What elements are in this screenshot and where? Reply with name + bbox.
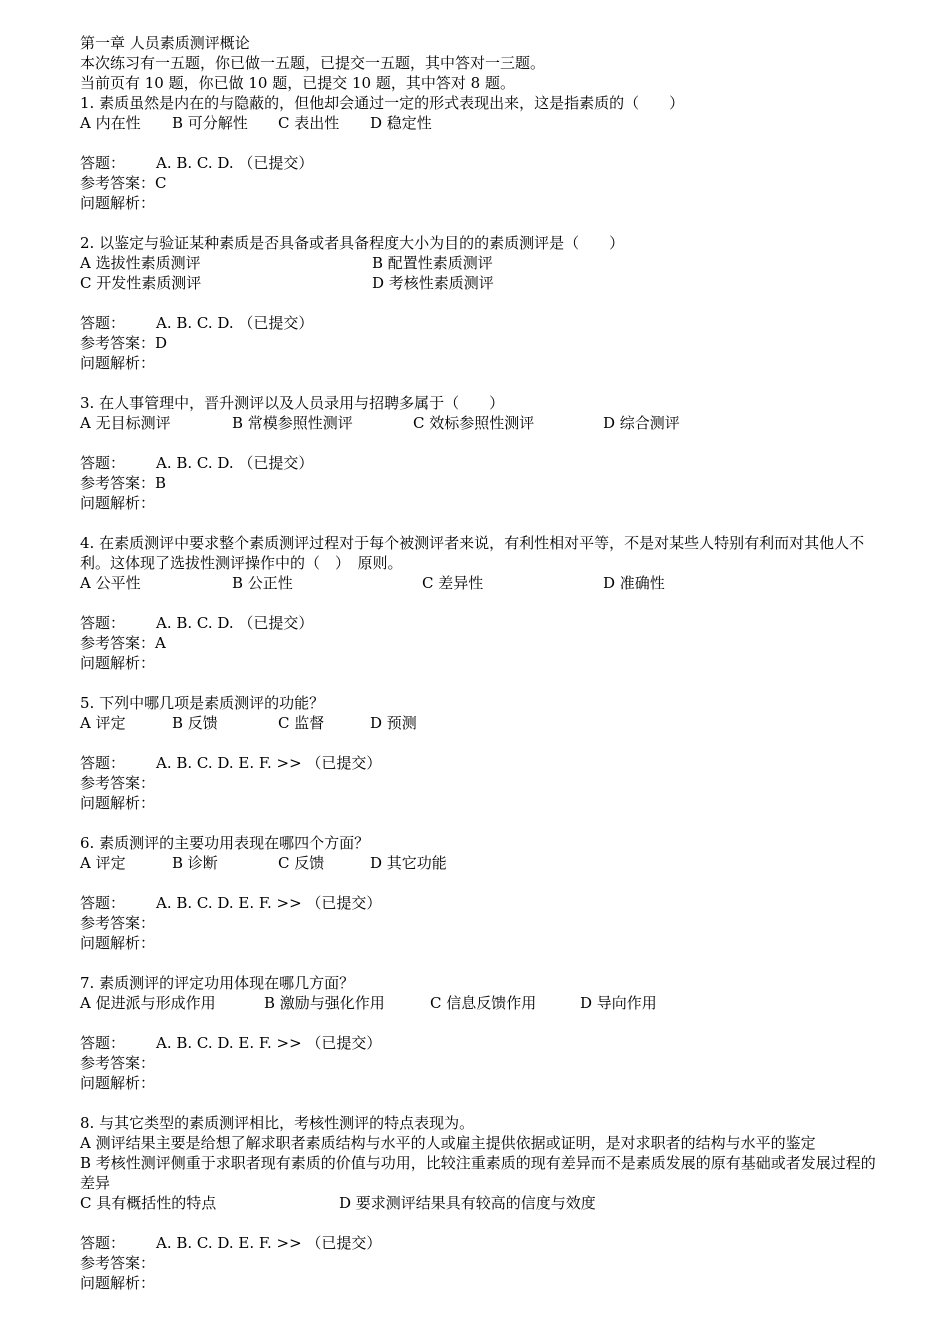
option-d: D 稳定性 [370, 114, 432, 132]
question-options [80, 253, 880, 273]
option-d: D 考核性素质测评 [372, 274, 494, 292]
reference-answer [80, 1053, 880, 1073]
answer-choices[interactable]: A. B. C. D. （已提交） [156, 314, 314, 332]
answer-label: 答题： [80, 894, 126, 912]
exercise-page [80, 33, 880, 1293]
question-stem: 2. 以鉴定与验证某种素质是否具备或者具备程度大小为目的的素质测评是（ ） [80, 234, 625, 252]
option-d: D 准确性 [603, 574, 665, 592]
analysis-label: 问题解析： [80, 194, 156, 212]
answer-choices[interactable]: A. B. C. D. E. F. >> （已提交） [156, 1234, 382, 1252]
analysis-label: 问题解析： [80, 934, 156, 952]
answer-choices[interactable]: A. B. C. D. E. F. >> （已提交） [156, 894, 382, 912]
answer-label: 答题： [80, 1034, 126, 1052]
reference-answer [80, 173, 880, 193]
question-6 [80, 833, 880, 953]
option-d: D 综合测评 [603, 414, 680, 432]
option-a: A 评定 [80, 854, 126, 872]
option-c: C 信息反馈作用 [430, 994, 537, 1012]
option-d: D 导向作用 [580, 994, 657, 1012]
reference-value: A [155, 634, 166, 652]
answer-line [80, 753, 880, 773]
reference-label: 参考答案： [80, 174, 156, 192]
question-stem: 3. 在人事管理中，晋升测评以及人员录用与招聘多属于（ ） [80, 394, 505, 412]
option-b: B 配置性素质测评 [372, 254, 493, 272]
reference-answer [80, 333, 880, 353]
question-7 [80, 973, 880, 1093]
option-a: A 评定 [80, 714, 126, 732]
question-2 [80, 233, 880, 373]
analysis-label: 问题解析： [80, 1074, 156, 1092]
question-stem: 8. 与其它类型的素质测评相比，考核性测评的特点表现为。 [80, 1114, 475, 1132]
question-stem: 4. 在素质测评中要求整个素质测评过程对于每个被测评者来说，有利性相对平等，不是对某些人特别有利而对其他人不利。这体现了选拔性测评操作中的（ ） 原则。 [80, 534, 865, 572]
answer-label: 答题： [80, 154, 126, 172]
answer-choices[interactable]: A. B. C. D. （已提交） [156, 154, 314, 172]
question-options [80, 573, 880, 593]
reference-label: 参考答案： [80, 634, 156, 652]
option-a: A 促进派与形成作用 [80, 994, 216, 1012]
option-b: B 常模参照性测评 [232, 414, 353, 432]
analysis-label: 问题解析： [80, 354, 156, 372]
option-b: B 反馈 [172, 714, 218, 732]
reference-answer [80, 913, 880, 933]
answer-label: 答题： [80, 1234, 126, 1252]
option-b: B 考核性测评侧重于求职者现有素质的价值与功用，比较注重素质的现有差异而不是素质发展的原有基础或者发展过程的差异 [80, 1154, 876, 1192]
question-stem: 7. 素质测评的评定功用体现在哪几方面？ [80, 974, 355, 992]
question-options [80, 413, 880, 433]
reference-value: D [155, 334, 168, 352]
option-c: C 反馈 [278, 854, 325, 872]
question-1 [80, 93, 880, 213]
answer-choices[interactable]: A. B. C. D. E. F. >> （已提交） [156, 1034, 382, 1052]
option-c: C 具有概括性的特点 [80, 1194, 217, 1212]
answer-line [80, 613, 880, 633]
answer-label: 答题： [80, 614, 126, 632]
analysis-label: 问题解析： [80, 654, 156, 672]
answer-line [80, 313, 880, 333]
reference-value: B [155, 474, 167, 492]
reference-label: 参考答案： [80, 1254, 156, 1272]
option-a: A 公平性 [80, 574, 141, 592]
option-c: C 表出性 [278, 114, 340, 132]
option-c: C 效标参照性测评 [413, 414, 535, 432]
exercise-summary: 本次练习有一五题，你已做一五题，已提交一五题，其中答对一三题。 [80, 54, 546, 72]
reference-label: 参考答案： [80, 334, 156, 352]
question-4 [80, 533, 880, 673]
analysis-label: 问题解析： [80, 494, 156, 512]
question-options [80, 713, 880, 733]
option-d: D 要求测评结果具有较高的信度与效度 [339, 1194, 596, 1212]
chapter-title: 第一章 人员素质测评概论 [80, 34, 250, 52]
question-3 [80, 393, 880, 513]
reference-label: 参考答案： [80, 774, 156, 792]
question-options [80, 273, 880, 293]
option-b: B 激励与强化作用 [264, 994, 385, 1012]
answer-line [80, 453, 880, 473]
question-8 [80, 1113, 880, 1293]
answer-line [80, 893, 880, 913]
question-options [80, 113, 880, 133]
option-b: B 公正性 [232, 574, 293, 592]
analysis-label: 问题解析： [80, 1274, 156, 1292]
answer-choices[interactable]: A. B. C. D. E. F. >> （已提交） [156, 754, 382, 772]
option-a: A 选拔性素质测评 [80, 254, 201, 272]
question-stem: 5. 下列中哪几项是素质测评的功能？ [80, 694, 325, 712]
question-options [80, 853, 880, 873]
answer-line [80, 1233, 880, 1253]
question-stem: 6. 素质测评的主要功用表现在哪四个方面？ [80, 834, 370, 852]
answer-choices[interactable]: A. B. C. D. （已提交） [156, 454, 314, 472]
option-d: D 预测 [370, 714, 417, 732]
reference-value: C [155, 174, 167, 192]
reference-label: 参考答案： [80, 1054, 156, 1072]
question-options [80, 993, 880, 1013]
question-stem: 1. 素质虽然是内在的与隐蔽的，但他却会通过一定的形式表现出来，这是指素质的（ ） [80, 94, 685, 112]
reference-label: 参考答案： [80, 474, 156, 492]
analysis-label: 问题解析： [80, 794, 156, 812]
question-options [80, 1193, 880, 1213]
option-a: A 测评结果主要是给想了解求职者素质结构与水平的人或雇主提供依据或证明，是对求职者的结构与水平的鉴定 [80, 1134, 816, 1152]
answer-label: 答题： [80, 454, 126, 472]
answer-line [80, 153, 880, 173]
reference-answer [80, 1253, 880, 1273]
answer-choices[interactable]: A. B. C. D. （已提交） [156, 614, 314, 632]
option-c: C 监督 [278, 714, 325, 732]
option-c: C 开发性素质测评 [80, 274, 202, 292]
option-b: B 诊断 [172, 854, 218, 872]
option-a: A 无目标测评 [80, 414, 171, 432]
option-d: D 其它功能 [370, 854, 447, 872]
reference-label: 参考答案： [80, 914, 156, 932]
option-c: C 差异性 [422, 574, 484, 592]
reference-answer [80, 633, 880, 653]
reference-answer [80, 473, 880, 493]
reference-answer [80, 773, 880, 793]
answer-label: 答题： [80, 314, 126, 332]
answer-line [80, 1033, 880, 1053]
question-5 [80, 693, 880, 813]
page-summary: 当前页有 10 题，你已做 10 题，已提交 10 题，其中答对 8 题。 [80, 74, 515, 92]
option-b: B 可分解性 [172, 114, 248, 132]
option-a: A 内在性 [80, 114, 141, 132]
answer-label: 答题： [80, 754, 126, 772]
